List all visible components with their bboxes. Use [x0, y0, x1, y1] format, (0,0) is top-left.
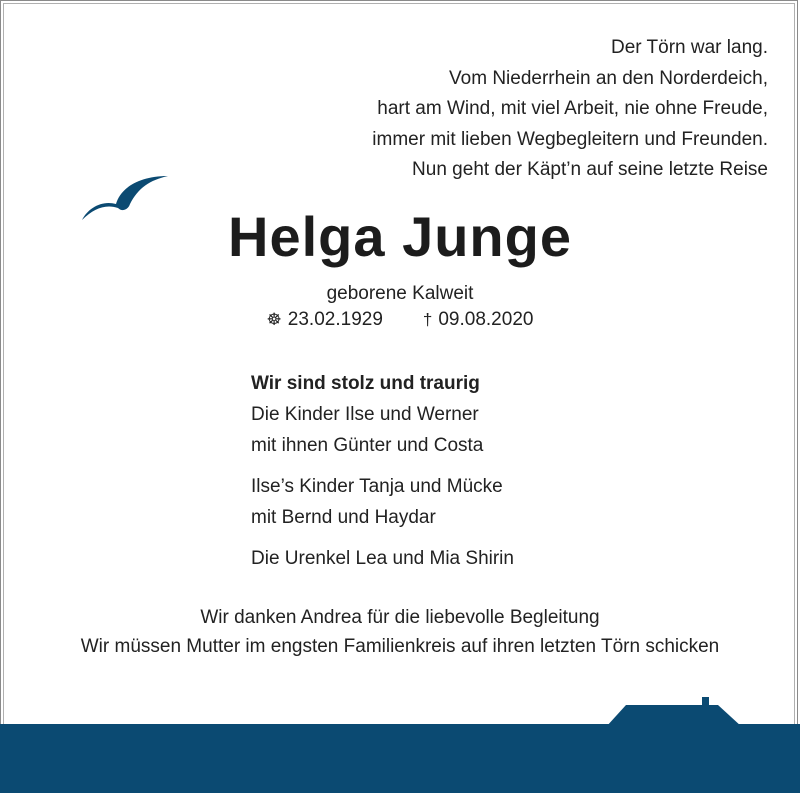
poem-line: Vom Niederrhein an den Norderdeich, — [449, 67, 768, 89]
death-date: 09.08.2020 — [438, 309, 534, 330]
death-cross-icon: † — [422, 310, 433, 329]
family-heading: Wir sind stolz und traurig — [251, 373, 480, 394]
family-line: Ilse’s Kinder Tanja und Mücke — [251, 476, 503, 497]
family-line: mit ihnen Günter und Costa — [251, 435, 484, 456]
family-line: Die Kinder Ilse und Werner — [251, 404, 479, 425]
birth-date: 23.02.1929 — [287, 309, 383, 330]
life-dates — [0, 309, 800, 331]
house-silhouette-icon — [606, 697, 742, 727]
birth-symbol-icon: ☸ — [266, 310, 282, 329]
family-list — [251, 368, 514, 574]
poem — [372, 33, 768, 186]
poem-line: Nun geht der Käpt’n auf seine letzte Reise — [412, 159, 768, 180]
family-line: Die Urenkel Lea und Mia Shirin — [251, 548, 514, 569]
thanks-note — [0, 603, 800, 661]
maiden-name: geborene Kalweit — [326, 283, 474, 304]
poem-line: Der Törn war lang. — [611, 37, 768, 58]
deceased-name-text: Helga Junge — [228, 205, 572, 268]
bottom-band — [0, 724, 800, 793]
family-line: mit Bernd und Haydar — [251, 507, 436, 528]
deceased-name — [0, 204, 800, 269]
poem-line: hart am Wind, mit viel Arbeit, nie ohne Freude, — [377, 98, 768, 119]
thanks-line: Wir danken Andrea für die liebevolle Begleitung — [200, 607, 600, 628]
poem-line: immer mit lieben Wegbegleitern und Freunden. — [372, 128, 768, 150]
thanks-line: Wir müssen Mutter im engsten Familienkreis auf ihren letzten Törn schicken — [80, 636, 720, 657]
